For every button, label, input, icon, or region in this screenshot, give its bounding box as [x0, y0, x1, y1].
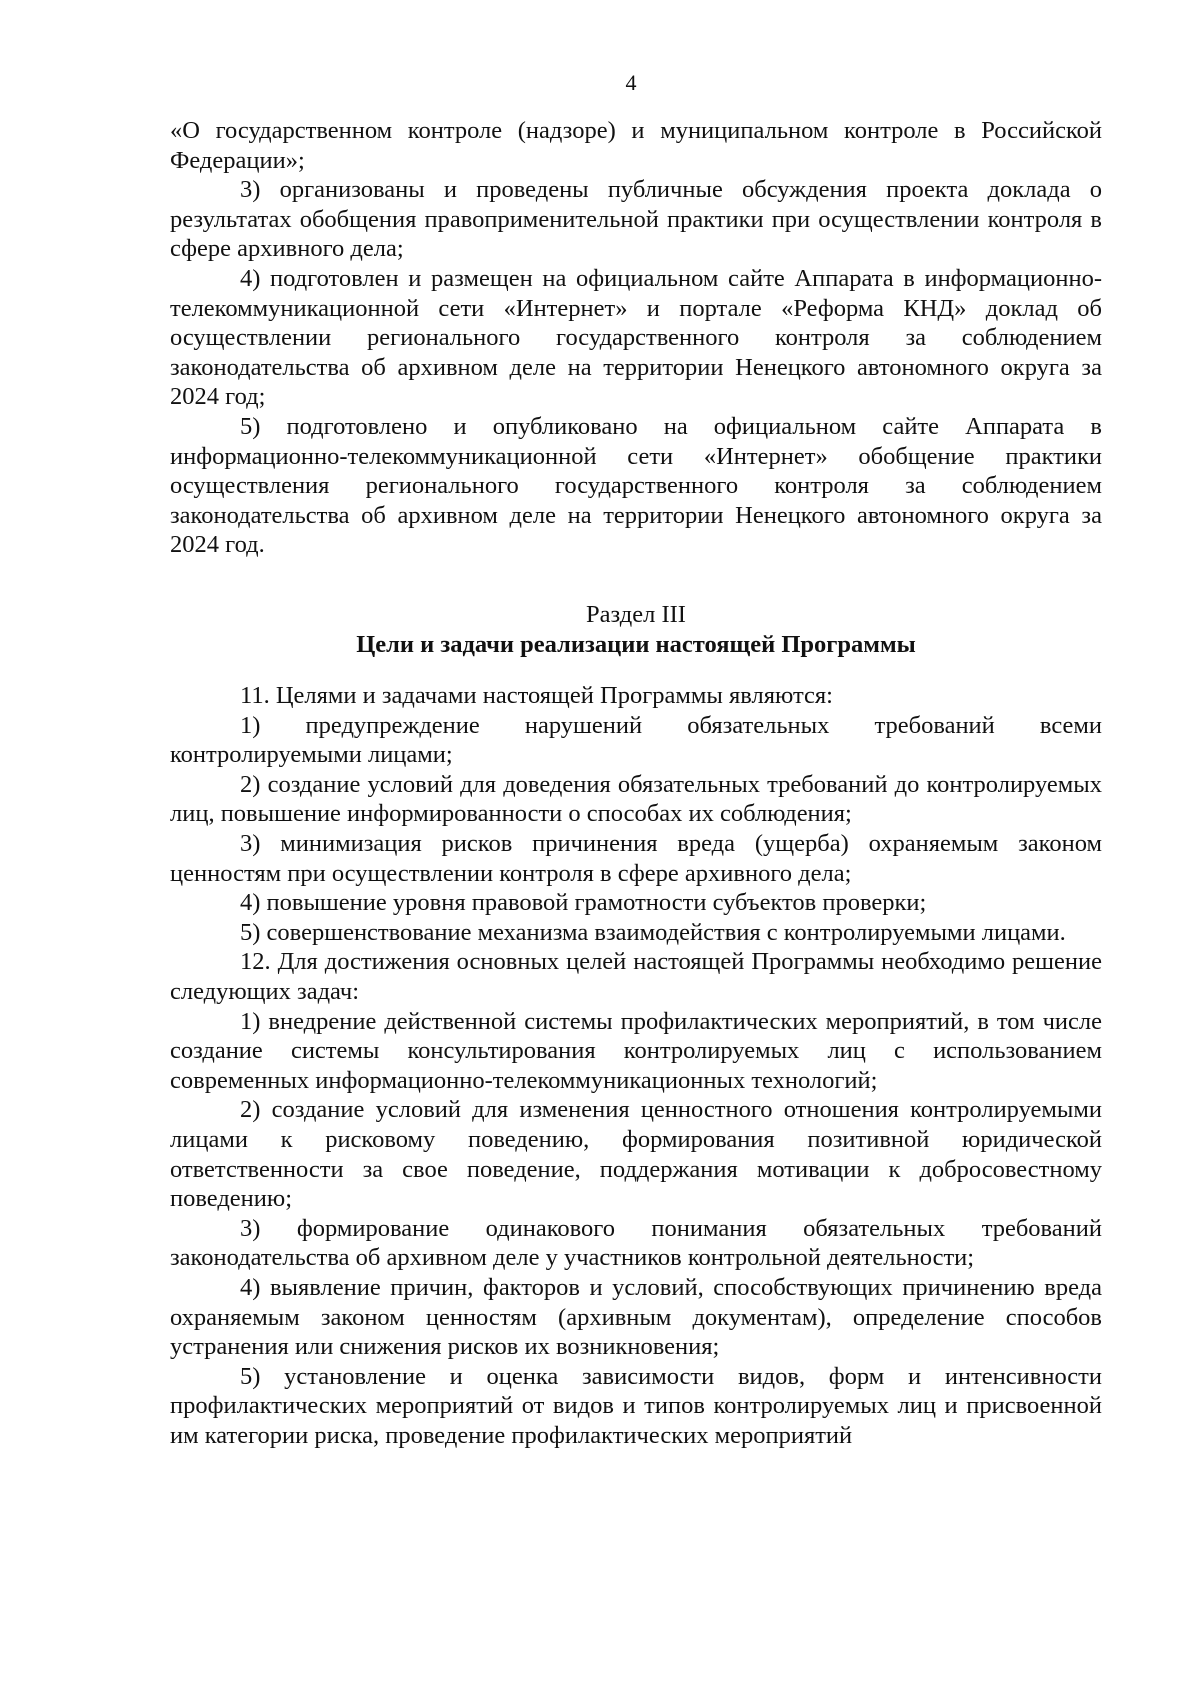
paragraphs-after-section — [170, 681, 1102, 1450]
paragraph: 3) минимизация рисков причинения вреда (ущерба) охраняемым законом ценностям при осуществлении контроля в сфере архивного дела; — [170, 830, 1102, 887]
paragraph: 5) подготовлено и опубликовано на официальном сайте Аппарата в информационно-телекоммуникационной сети «Интернет» обобщение практики осуществления регионального государственного контроля за соблюдением законодательства об архивном деле на территории Ненецкого автономного округа за 2024 год. — [170, 412, 1102, 559]
paragraph: 1) внедрение действенной системы профилактических мероприятий, в том числе создание системы консультирования контролируемых лиц с использованием современных информационно-телекоммуникационных технологий; — [170, 1007, 1102, 1094]
paragraph: 4) подготовлен и размещен на официальном сайте Аппарата в информационно-телекоммуникационной сети «Интернет» и портале «Реформа КНД» доклад об осуществлении регионального государственного контроля за соблюдением законодательства об архивном деле на территории Ненецкого автономного округа за 2024 год; — [170, 264, 1102, 411]
page-number: 4 — [625, 70, 637, 95]
paragraph: 4) повышение уровня правовой грамотности субъектов проверки; — [240, 889, 927, 917]
section-label: Раздел III — [586, 600, 686, 628]
paragraph: «О государственном контроле (надзоре) и муниципальном контроле в Российской Федерации»; — [170, 117, 1102, 174]
paragraph: 3) организованы и проведены публичные обсуждения проекта доклада о результатах обобщения правоприменительной практики при осуществлении контроля в сфере архивного дела; — [170, 176, 1102, 263]
paragraph: 11. Целями и задачами настоящей Программы являются: — [240, 682, 833, 710]
paragraph: 12. Для достижения основных целей настоящей Программы необходимо решение следующих задач: — [170, 948, 1102, 1006]
paragraph: 5) установление и оценка зависимости видов, форм и интенсивности профилактических мероприятий от видов и типов контролируемых лиц и присвоенной им категории риска, проведение профилактических мероприятий — [170, 1362, 1102, 1449]
paragraphs-before-section — [170, 116, 1102, 560]
section-title: Цели и задачи реализации настоящей Программы — [356, 630, 916, 658]
paragraph: 2) создание условий для доведения обязательных требований до контролируемых лиц, повышение информированности о способах их соблюдения; — [170, 770, 1102, 828]
document-body — [170, 116, 1102, 1451]
paragraph: 2) создание условий для изменения ценностного отношения контролируемыми лицами к рисковому поведению, формирования позитивной юридической ответственности за свое поведение, поддержания мотивации к добросовестному поведению; — [170, 1096, 1102, 1213]
paragraph: 3) формирование одинакового понимания обязательных требований законодательства об архивном деле у участников контрольной деятельности; — [170, 1214, 1102, 1272]
paragraph: 4) выявление причин, факторов и условий, способствующих причинению вреда охраняемым законом ценностям (архивным документам), определение способов устранения или снижения рисков их возникновения; — [170, 1273, 1102, 1361]
paragraph: 5) совершенствование механизма взаимодействия с контролируемыми лицами. — [240, 918, 1066, 946]
paragraph: 1) предупреждение нарушений обязательных требований всеми контролируемыми лицами; — [170, 711, 1102, 769]
